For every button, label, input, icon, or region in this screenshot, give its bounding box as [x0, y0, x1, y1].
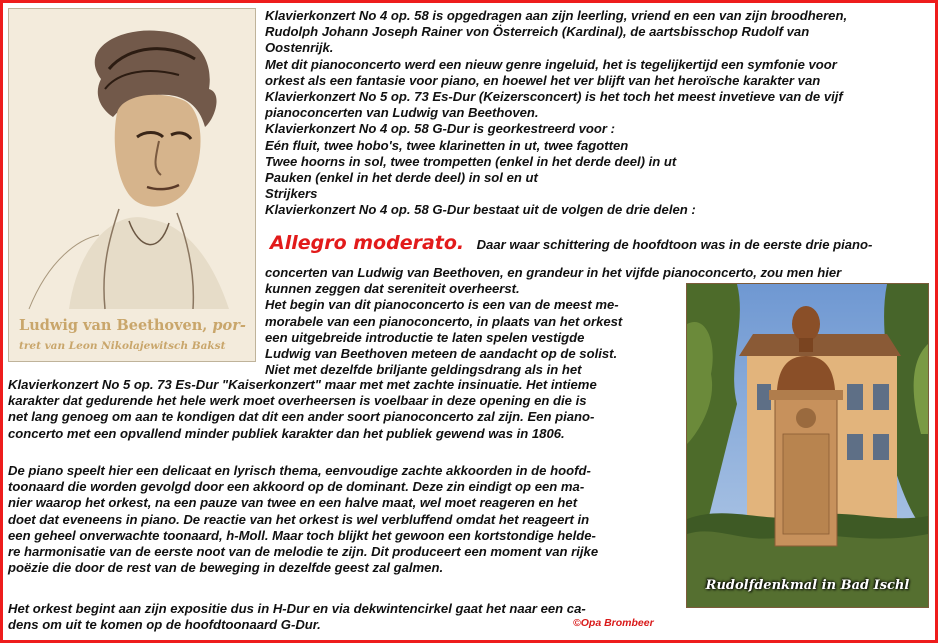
- text-line: re harmonisatie van de eerste noot van de melodie te zijn. Dit produceert een moment van rijke: [8, 544, 599, 560]
- text-line: concerten van Ludwig van Beethoven, en grandeur in het vijfde pianoconcerto, zou men hier: [265, 265, 842, 280]
- text-line: orkest als een fantasie voor piano, en hoewel het ver blijft van het heroïsche karakter van: [265, 72, 821, 88]
- intro-text: [265, 8, 847, 219]
- text-line: toonaard die worden gevolgd door een akkoord op de dominant. Deze zin eindigt op een ma-: [8, 479, 585, 495]
- paragraph-opening: [8, 377, 597, 442]
- text-line: net lang genoeg om aan te kondigen dat dit een ander soort pianoconcerto zal zijn. Een piano-: [8, 409, 595, 425]
- text-line: poëzie die door de rest van de beweging in dezelfde geest zal galmen.: [8, 560, 444, 576]
- text-line: een geheel onverwachte toonaard, h-Moll. Maar toch blijkt het gewoon een kortstondige helde-: [8, 527, 596, 543]
- rudolfdenkmal-photo: [686, 283, 929, 608]
- text-line: Klavierkonzert No 4 op. 58 G-Dur bestaat uit de volgen de drie delen :: [265, 202, 696, 218]
- text-line: Rudolph Johann Joseph Rainer von Österreich (Kardinal), de aartsbisschop Rudolf van: [265, 24, 810, 40]
- text-line: karakter dat gedurende het hele werk moet overheersen is voelbaar in deze opening en die is: [8, 393, 587, 409]
- text-line: De piano speelt hier een delicaat en lyrisch thema, eenvoudige zachte akkoorden in de hoofd-: [8, 463, 591, 478]
- paragraph-exposition: [8, 601, 586, 633]
- text-line: nier waarop het orkest, na een pauze van twee en een halve maat, wel moet reageren en het: [8, 495, 578, 511]
- monument-image: [687, 284, 928, 607]
- text-line: Klavierkonzert No 4 op. 58 is opgedragen aan zijn leerling, vriend en een van zijn broodheren,: [265, 8, 848, 23]
- text-line: Niet met dezelfde briljante geldingsdrang als in het: [265, 362, 582, 378]
- text-line: Klavierkonzert No 5 op. 73 Es-Dur "Kaiserkonzert" maar met met zachte insinuatie. Het intieme: [8, 377, 597, 392]
- text-line: Ludwig van Beethoven meteen de aandacht op de solist.: [265, 346, 618, 362]
- portrait-sketch: [9, 9, 255, 361]
- text-line: dens om uit te komen op de hoofdtoonaard G-Dur.: [8, 617, 321, 633]
- portrait-caption-name: [19, 317, 249, 334]
- movement-heading: [270, 232, 872, 254]
- text-line: Het begin van dit pianoconcerto is een van de meest me-: [265, 297, 619, 313]
- text-line: Met dit pianoconcerto werd een nieuw genre ingeluid, het is tegelijkertijd een symfonie voor: [265, 56, 837, 72]
- text-line: Strijkers: [265, 186, 318, 202]
- text-line: Klavierkonzert No 4 op. 58 G-Dur is georkestreerd voor :: [265, 121, 615, 137]
- text-line: Klavierkonzert No 5 op. 73 Es-Dur (Keizersconcert) is het toch het meest invetieve van de vijf: [265, 89, 843, 105]
- text-line: pianoconcerten van Ludwig van Beethoven.: [265, 105, 539, 121]
- text-line: Eén fluit, twee hobo's, twee klarinetten in ut, twee fagotten: [265, 137, 629, 153]
- beethoven-portrait: [8, 8, 256, 362]
- text-line: concerto met een opvallend minder publiek karakter dan het publiek gewend was in 1806.: [8, 425, 565, 441]
- text-line: een uitgebreide introductie te laten spelen vestigde: [265, 329, 585, 345]
- caption-por-text: por-: [212, 317, 246, 334]
- copyright-text: ©Opa Brombeer: [573, 617, 654, 629]
- text-line: Het orkest begint aan zijn expositie dus in H-Dur en via dekwintencirkel gaat het naar een ca-: [8, 601, 586, 616]
- movement-intro: Daar waar schittering de hoofdtoon was in de eerste drie piano-: [476, 237, 873, 252]
- portrait-caption-artist: tret van Leon Nikolajewitsch Bakst: [19, 340, 226, 352]
- paragraph-piano-theme: [8, 463, 598, 576]
- photo-caption: Rudolfdenkmal in Bad Ischl: [705, 578, 910, 593]
- text-line: Twee hoorns in sol, twee trompetten (enkel in het derde deel) in ut: [265, 153, 677, 169]
- text-line: Oostenrijk.: [265, 40, 334, 56]
- text-line: kunnen zeggen dat sereniteit overheerst.: [265, 281, 520, 297]
- text-line: Pauken (enkel in het derde deel) in sol en ut: [265, 170, 538, 186]
- text-line: morabele van een pianoconcerto, in plaats van het orkest: [265, 313, 623, 329]
- caption-name-text: Ludwig van Beethoven,: [19, 317, 208, 334]
- text-line: doet dat eveneens in piano. De reactie van het orkest is wel verbluffend omdat het reageert in: [8, 511, 590, 527]
- movement-title: Allegro moderato.: [270, 232, 465, 254]
